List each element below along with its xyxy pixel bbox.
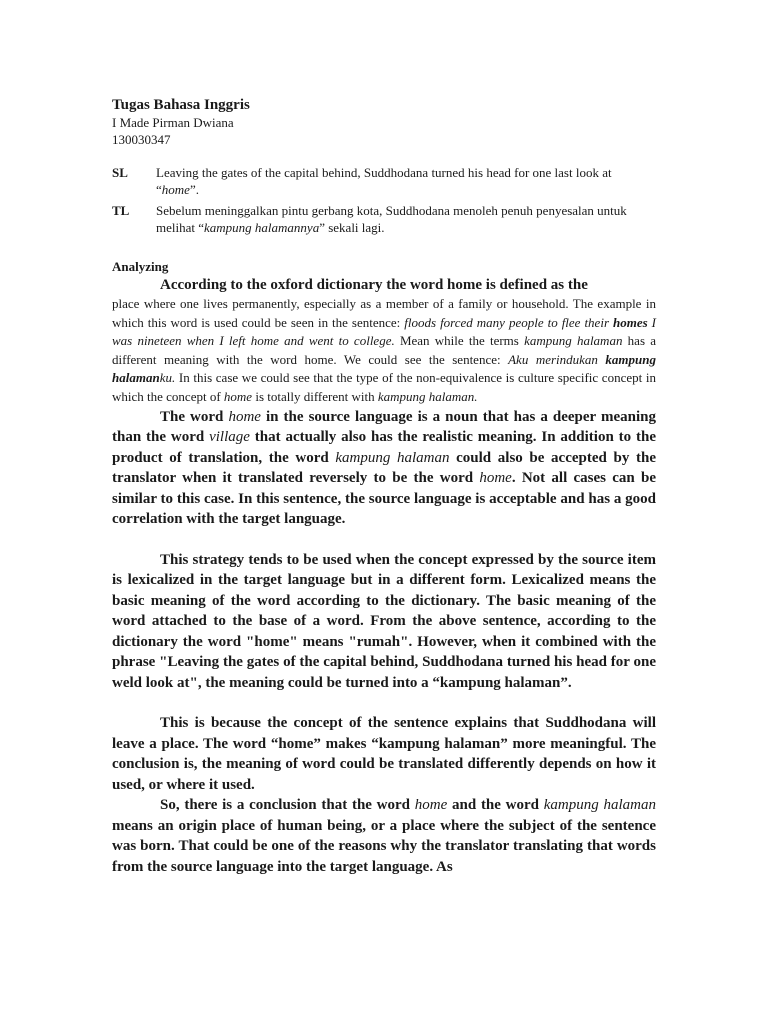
student-id: 130030347 [112, 132, 171, 147]
doc-title: Tugas Bahasa Inggris [112, 97, 250, 113]
source-language-row [112, 164, 656, 198]
paragraph-conclusion: So, there is a conclusion that the word home and the word kampung halaman means an origin place of human being, or a place where the subject of the sentence was born. That could be one of the reasons why the translator translating that words from the source language into the target language. As [112, 797, 656, 875]
target-language-row [112, 202, 656, 236]
paragraph-gap [112, 693, 656, 713]
paragraph-concept: This is because the concept of the sentence explains that Suddhodana will leave a place. The word “home” makes “kampung halaman” more meaningful. The conclusion is, the meaning of word could be translated differently depends on how it used, or where it used. [112, 715, 656, 793]
tl-tag: TL [112, 203, 130, 218]
document-body [112, 96, 656, 877]
paragraph-word-home: The word home in the source language is a noun that has a deeper meaning than the word village that actually also has the realistic meaning. In addition to the product of translation, the word kampung halaman could also be accepted by the translator when it translated reversely to be the word home. Not all cases can be similar to this case. In this sentence, the source language is acceptable and has a good correlation with the target language. [112, 408, 657, 528]
paragraph-lead: According to the oxford dictionary the word home is defined as the [160, 277, 588, 293]
sl-tag: SL [112, 165, 128, 180]
tl-text: Sebelum meninggalkan pintu gerbang kota, Suddhodana menoleh penuh penyesalan untuk melihat “kampung halamannya” sekali lagi. [156, 203, 627, 235]
analyzing-heading: Analyzing [112, 259, 169, 274]
paragraph-gap [112, 530, 656, 550]
paragraph-strategy: This strategy tends to be used when the concept expressed by the source item is lexicalized in the target language but in a different form. Lexicalized means the basic meaning of the word according to the dictionary. The basic meaning of the word attached to the base of a word. From the above sentence, according to the dictionary the word "home" means "rumah". However, when it combined with the phrase "Leaving the gates of the capital behind, Suddhodana turned his head for one weld look at", the meaning could be turned into a “kampung halaman”. [112, 551, 656, 691]
paragraph-definition: According to the oxford dictionary the word home is defined as the place where one lives permanently, especially as a member of a family or household. The example in which this word is used could be seen in the sentence: floods forced many people to flee their homes I was nineteen when I left home and went to college. Mean while the terms kampung halaman has a different meaning with the word home. We could see the sentence: Aku merindukan kampung halamanku. In this case we could see that the type of the non-equivalence is culture specific concept in which the concept of home is totally different with kampung halaman. [112, 277, 656, 404]
sl-text: Leaving the gates of the capital behind, Suddhodana turned his head for one last look at “home”. [156, 165, 612, 197]
author-name: I Made Pirman Dwiana [112, 115, 234, 130]
